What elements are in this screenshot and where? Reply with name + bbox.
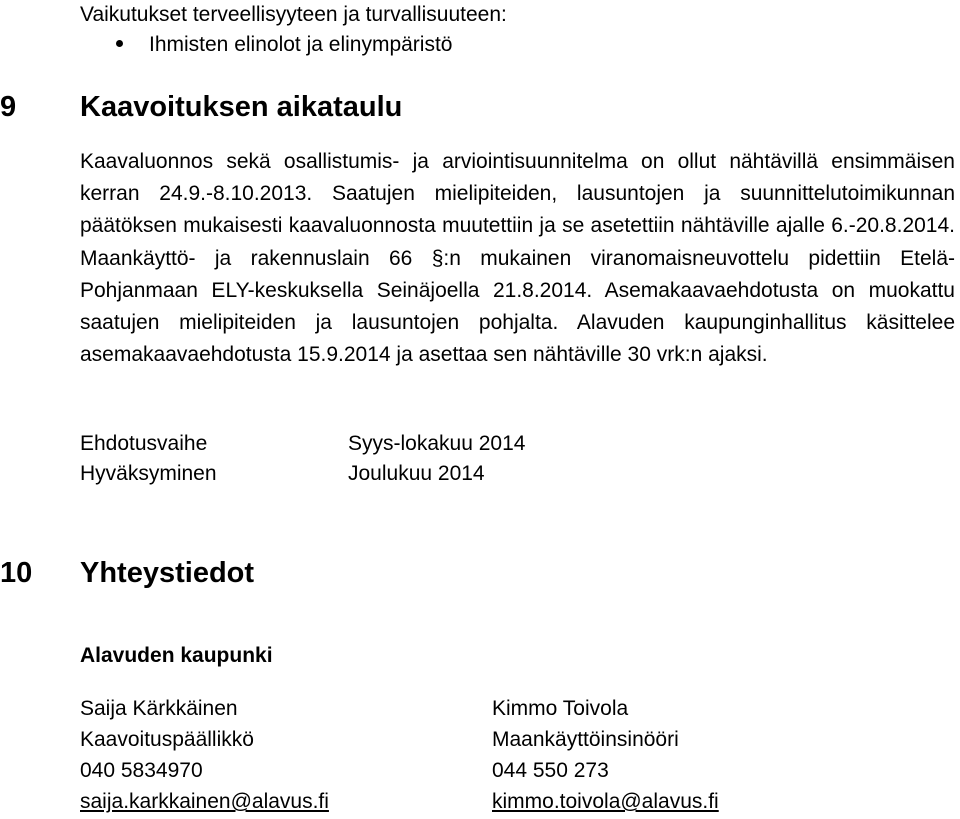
section-10-number: 10 [0,557,33,589]
schedule-row [80,461,485,487]
contact-role: Maankäyttöinsinööri [492,728,679,751]
bullet-list-item [116,32,452,58]
schedule-row [80,431,525,457]
contact-email-link[interactable]: kimmo.toivola@alavus.fi [492,790,719,813]
contact-name: Kimmo Toivola [492,697,629,720]
section-9-title: Kaavoituksen aikataulu [80,91,403,123]
schedule-paragraph-text: Kaavaluonnos sekä osallistumis- ja arviointisuunnitelma on ollut nähtävillä ensimmäisen kerran 24.9.-8.10.2013. Saatujen mielipiteiden, lausuntojen ja suunnittelutoimikunnan päätöksen mukaisesti kaavaluonnosta muutettiin ja se asetettiin nähtäville ajalle 6.-20.8.2014. Maankäyttö- ja rakennuslain 66 §:n mukainen viranomaisneuvottelu pidettiin Etelä-Pohjanmaan ELY-keskuksella Seinäjoella 21.8.2014. Asemakaavaehdotusta on muokattu saatujen mielipiteiden ja lausuntojen pohjalta. Alavuden kaupunginhallitus käsittelee asemakaavaehdotusta 15.9.2014 ja asettaa sen nähtäville 30 vrk:n ajaksi. [80,150,955,367]
contact-phone: 044 550 273 [492,759,609,782]
contact-phone: 040 5834970 [80,759,203,782]
bullet-item-text: Ihmisten elinolot ja elinympäristö [149,33,453,56]
schedule-time: Syys-lokakuu 2014 [348,432,526,455]
schedule-phase: Ehdotusvaihe [80,432,208,455]
section-10-title: Yhteystiedot [80,557,255,589]
schedule-time: Joulukuu 2014 [348,462,485,485]
organization-name: Alavuden kaupunki [80,644,273,667]
contact-card [80,693,329,817]
schedule-paragraph [80,146,955,371]
contact-role: Kaavoituspäällikkö [80,728,254,751]
section-9-number: 9 [0,91,17,123]
schedule-phase: Hyväksyminen [80,462,217,485]
contact-name: Saija Kärkkäinen [80,697,238,720]
contact-email-link[interactable]: saija.karkkainen@alavus.fi [80,790,329,813]
contact-card [492,693,719,817]
effects-label: Vaikutukset terveellisyyteen ja turvallisuuteen: [80,3,507,26]
bullet-icon [116,40,123,47]
